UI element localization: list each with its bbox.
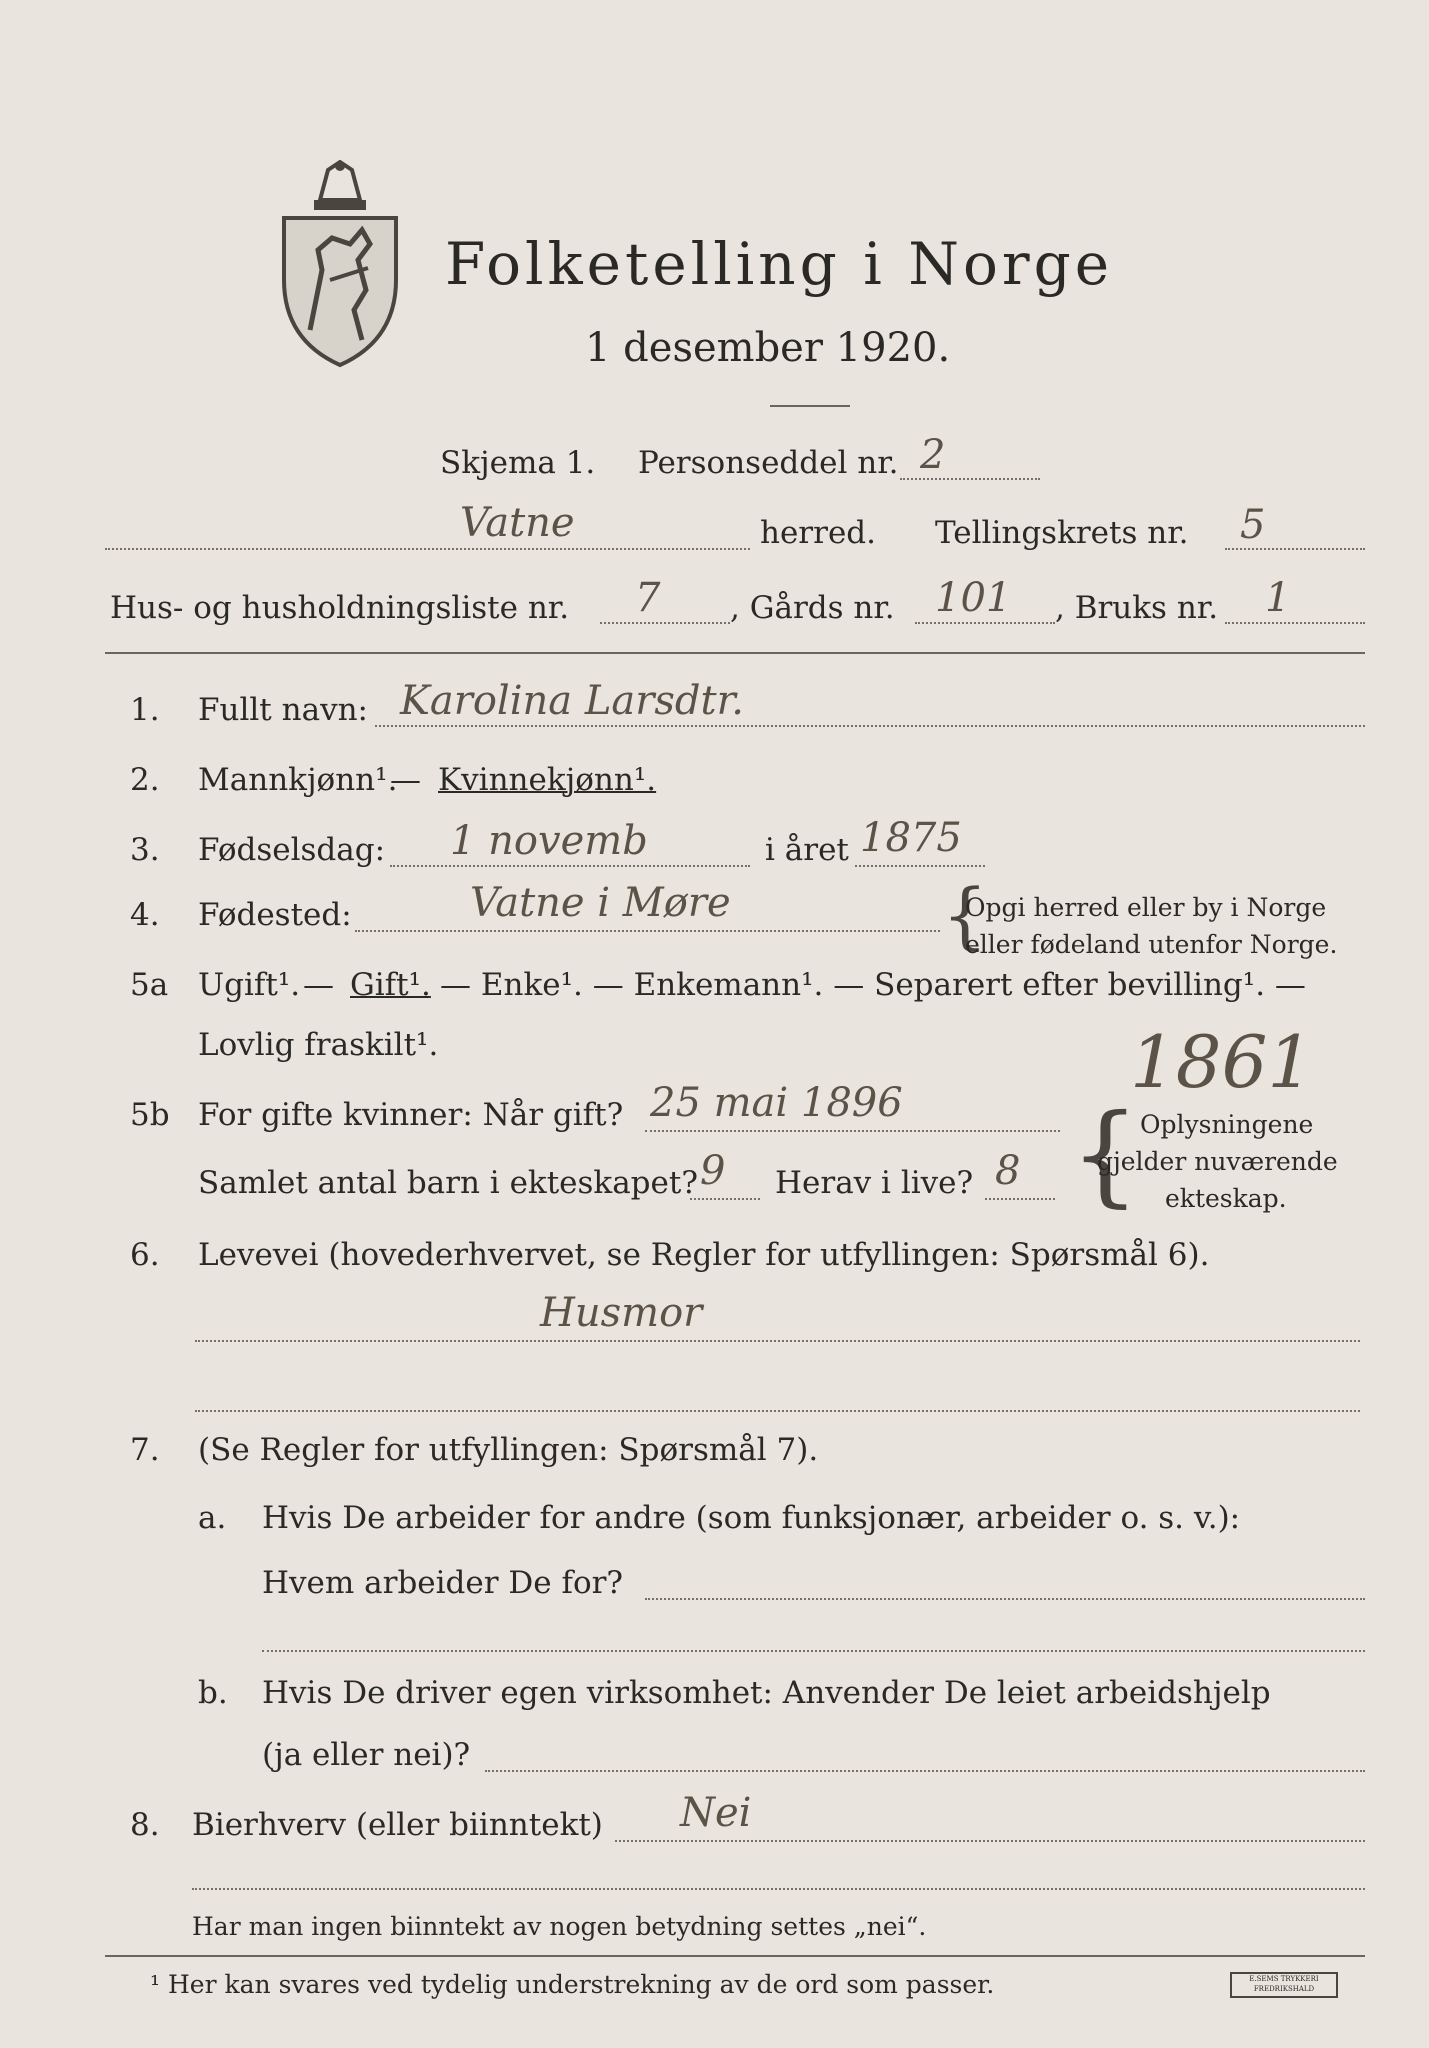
q4-note-line1: Opgi herred eller by i Norge bbox=[965, 893, 1327, 922]
q6-field-line-2 bbox=[195, 1410, 1360, 1412]
q5a-gift-underlined: Gift¹. bbox=[350, 967, 431, 1003]
q2-number: 2. bbox=[130, 762, 160, 798]
gards-value: 101 bbox=[935, 575, 1012, 621]
q4-number: 4. bbox=[130, 897, 160, 933]
q5b-note-line1: Oplysningene bbox=[1140, 1110, 1314, 1139]
q5b-married-date: 25 mai 1896 bbox=[650, 1080, 903, 1126]
q7b-line2: (ja eller nei)? bbox=[262, 1737, 471, 1773]
q8-label: Bierhverv (eller biinntekt) bbox=[192, 1807, 603, 1843]
q5b-married-label: For gifte kvinner: Når gift? bbox=[198, 1097, 624, 1133]
q7a-line1: Hvis De arbeider for andre (som funksjonær, arbeider o. s. v.): bbox=[262, 1500, 1241, 1536]
section-divider bbox=[105, 652, 1365, 654]
q6-field-line-1 bbox=[195, 1340, 1360, 1342]
bruks-label: , Bruks nr. bbox=[1055, 590, 1219, 626]
q7a-field-line-2 bbox=[262, 1650, 1365, 1652]
q7b-line1: Hvis De driver egen virksomhet: Anvender De leiet arbeidshjelp bbox=[262, 1675, 1271, 1711]
q6-label: Levevei (hovederhvervet, se Regler for utfyllingen: Spørsmål 6). bbox=[198, 1237, 1210, 1273]
q8-number: 8. bbox=[130, 1807, 160, 1843]
q1-number: 1. bbox=[130, 692, 160, 728]
personseddel-label: Personseddel nr. bbox=[638, 445, 899, 481]
herred-label: herred. bbox=[760, 515, 876, 551]
q3-label: Fødselsdag: bbox=[198, 832, 386, 868]
q7b-field-line bbox=[485, 1770, 1365, 1772]
q4-label: Fødested: bbox=[198, 897, 352, 933]
bruks-value: 1 bbox=[1265, 575, 1291, 621]
tellingskrets-field-line bbox=[1225, 548, 1365, 550]
herred-field-line bbox=[105, 548, 750, 550]
q7-number: 7. bbox=[130, 1432, 160, 1468]
hus-value: 7 bbox=[635, 575, 661, 621]
q5a-other-options: — Enke¹. — Enkemann¹. — Separert efter bevilling¹. — bbox=[440, 967, 1306, 1003]
q7b-letter: b. bbox=[198, 1675, 228, 1711]
q1-label: Fullt navn: bbox=[198, 692, 368, 728]
q5b-children-field-line bbox=[690, 1198, 760, 1200]
header-divider bbox=[770, 405, 850, 407]
q5b-alive-field-line bbox=[985, 1198, 1055, 1200]
q5b-number: 5b bbox=[130, 1097, 170, 1133]
hus-field-line bbox=[600, 622, 730, 624]
gards-label: , Gårds nr. bbox=[730, 590, 895, 626]
q2-male: Mannkjønn¹. bbox=[198, 762, 398, 798]
q5b-alive-label: Herav i live? bbox=[775, 1165, 974, 1201]
q4-note-line2: eller fødeland utenfor Norge. bbox=[965, 930, 1338, 959]
footnote: ¹ Her kan svares ved tydelig understrekning av de ord som passer. bbox=[150, 1970, 995, 1999]
q3-birth-date: 1 novemb bbox=[450, 818, 648, 864]
q5a-ugift: Ugift¹. bbox=[198, 967, 301, 1003]
q7a-line2: Hvem arbeider De for? bbox=[262, 1565, 624, 1601]
herred-value: Vatne bbox=[460, 500, 575, 546]
hus-label: Hus- og husholdningsliste nr. bbox=[110, 590, 570, 626]
q5b-children-label: Samlet antal barn i ekteskapet? bbox=[198, 1165, 698, 1201]
q5b-note-line3: ekteskap. bbox=[1165, 1184, 1287, 1213]
tellingskrets-value: 5 bbox=[1240, 502, 1266, 548]
q4-field-line bbox=[355, 930, 940, 932]
q7a-field-line-1 bbox=[645, 1598, 1365, 1600]
q3-date-field-line bbox=[390, 865, 750, 867]
q3-year-field-line bbox=[855, 865, 985, 867]
q5b-brace: { bbox=[1070, 1090, 1140, 1218]
q3-year-label: i året bbox=[765, 832, 849, 868]
skjema-label: Skjema 1. bbox=[440, 445, 596, 481]
q5b-note-line2: gjelder nuværende bbox=[1097, 1147, 1338, 1176]
census-date: 1 desember 1920. bbox=[585, 325, 951, 371]
footer-divider bbox=[105, 1955, 1365, 1957]
q2-dash: — bbox=[390, 762, 421, 798]
q5b-margin-note: 1861 bbox=[1130, 1020, 1314, 1104]
q5b-married-field-line bbox=[645, 1130, 1060, 1132]
gards-field-line bbox=[915, 622, 1055, 624]
form-title: Folketelling i Norge bbox=[445, 230, 1114, 298]
q5a-number: 5a bbox=[130, 967, 169, 1003]
q2-female-underlined: Kvinnekjønn¹. bbox=[438, 762, 657, 798]
q5a-lovlig-fraskilt: Lovlig fraskilt¹. bbox=[198, 1027, 439, 1063]
q5b-alive-count: 8 bbox=[995, 1148, 1021, 1194]
q8-field-line-2 bbox=[192, 1888, 1365, 1890]
q5a-dash: — bbox=[303, 967, 334, 1003]
personseddel-field-line bbox=[900, 478, 1040, 480]
q8-field-line-1 bbox=[615, 1840, 1365, 1842]
q1-full-name: Karolina Larsdtr. bbox=[400, 678, 745, 724]
q7-label: (Se Regler for utfyllingen: Spørsmål 7). bbox=[198, 1432, 819, 1468]
q7a-letter: a. bbox=[198, 1500, 227, 1536]
q3-birth-year: 1875 bbox=[860, 815, 962, 861]
personseddel-value: 2 bbox=[920, 432, 946, 478]
q8-note: Har man ingen biinntekt av nogen betydning settes „nei“. bbox=[192, 1912, 927, 1941]
q4-brace: { bbox=[942, 873, 988, 957]
q3-number: 3. bbox=[130, 832, 160, 868]
norwegian-coat-of-arms-icon bbox=[270, 160, 410, 370]
q1-field-line bbox=[375, 725, 1365, 727]
q5b-children-count: 9 bbox=[700, 1148, 726, 1194]
tellingskrets-label: Tellingskrets nr. bbox=[935, 515, 1189, 551]
bruks-field-line bbox=[1225, 622, 1365, 624]
q6-occupation: Husmor bbox=[540, 1290, 703, 1336]
q6-number: 6. bbox=[130, 1237, 160, 1273]
q4-birthplace: Vatne i Møre bbox=[470, 880, 731, 926]
printer-stamp: E.SEMS TRYKKERI FREDRIKSHALD bbox=[1230, 1972, 1338, 1998]
q8-value: Nei bbox=[680, 1790, 752, 1836]
